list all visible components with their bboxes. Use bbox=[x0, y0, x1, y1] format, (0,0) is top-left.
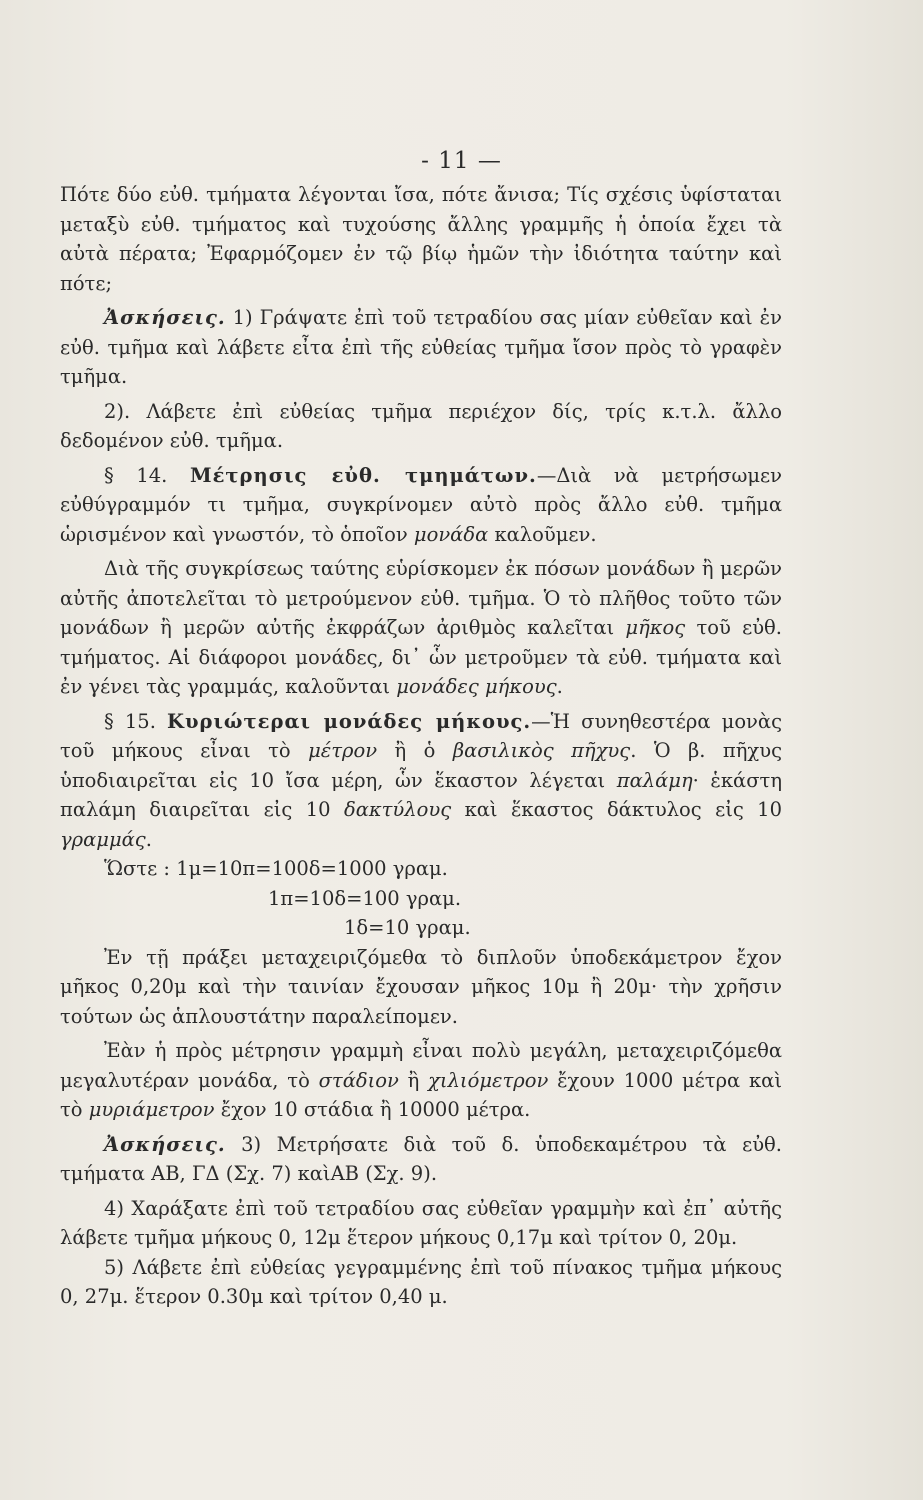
exercise-3-text: 3) Μετρήσατε διὰ τοῦ δ. ὑποδεκαμέτρου τὰ εὐθ. τμήματα ΑΒ, ΓΔ (Σχ. 7) καὶΑΒ (Σχ. 9). bbox=[60, 1132, 782, 1185]
section-14-end: καλοῦμεν. bbox=[488, 522, 597, 546]
term-daktylous: δακτύλους bbox=[343, 798, 452, 821]
section-15-text-d: · ἑκάστη παλάμη διαιρεῖται εἰς 10 bbox=[60, 768, 783, 821]
term-grammas: γραμμάς bbox=[60, 827, 146, 851]
term-chiliometron: χιλιόμετρον bbox=[428, 1068, 549, 1092]
section-15-text-e: καὶ ἕκαστος δάκτυλος εἰς 10 bbox=[451, 798, 782, 821]
equation-palm: 1π=10δ=100 γραμ. bbox=[268, 886, 462, 910]
paragraph-large-units bbox=[60, 1036, 782, 1125]
section-15-text-c: . Ὁ β. πῆχυς ὑποδιαιρεῖται εἰς 10 ἴσα μέρη, ὧν ἕκαστον λέγεται bbox=[60, 739, 782, 792]
equation-meter: Ὥστε : 1μ=10π=100δ=1000 γραμ. bbox=[104, 857, 448, 880]
paragraph-practice: Ἐν τῇ πράξει μεταχειριζόμεθα τὸ διπλοῦν ὑποδεκάμετρον ἔχον μῆκος 0,20μ καὶ τὴν ταινίαν ἔχουσαν μῆκος 10μ ἢ 20μ· τὴν χρῆσιν τούτων ὡς ἁπλουστάτην παραλείπομεν. bbox=[60, 945, 782, 1028]
term-stadion: στάδιον bbox=[318, 1068, 399, 1092]
section-15-number: § 15. bbox=[104, 709, 156, 733]
large-units-text-d: ἔχον 10 στάδια ἢ 10000 μέτρα. bbox=[214, 1098, 531, 1121]
equation-finger: 1δ=10 γραμ. bbox=[344, 916, 471, 939]
term-vasilikos-pichys: βασιλικὸς πῆχυς bbox=[452, 739, 631, 762]
term-mikos: μῆκος bbox=[625, 616, 686, 639]
large-units-text-b: ἢ bbox=[398, 1068, 429, 1092]
page-number: - 11 — bbox=[421, 148, 502, 174]
exercise-2: 2). Λάβετε ἐπὶ εὐθείας τμῆμα περιέχον δίς, τρίς κ.τ.λ. ἄλλο δεδομένον εὐθ. τμῆμα. bbox=[60, 399, 782, 452]
term-palami: παλάμη bbox=[616, 768, 693, 792]
section-15 bbox=[60, 707, 782, 855]
exercise-3 bbox=[60, 1130, 782, 1189]
measurement-text-a: Διὰ τῆς συγκρίσεως ταύτης εὑρίσκομεν ἐκ πόσων μονάδων ἢ μερῶν αὐτῆς ἀποτελεῖται τὸ μετρούμενον εὐθ. τμῆμα. Ὁ τὸ πλῆθος τοῦτο τῶν μονάδων ἢ μερῶν αὐτῆς ἐκφράζων ἀριθμὸς καλεῖται bbox=[60, 557, 782, 639]
section-14 bbox=[60, 461, 782, 550]
term-monada: μονάδα bbox=[413, 522, 489, 546]
measurement-text-b: τοῦ εὐθ. τμήματος. Αἱ διάφοροι μονάδες, δι᾽ ὧν μετροῦμεν τὰ εὐθ. τμήματα καὶ ἐν γένει τὰς γραμμάς, καλοῦνται bbox=[60, 616, 782, 698]
term-monades-mikous: μονάδες μήκους bbox=[396, 675, 557, 698]
exercises-label-2: Ἀσκήσεις. bbox=[104, 1132, 226, 1156]
exercise-5: 5) Λάβετε ἐπὶ εὐθείας γεγραμμένης ἐπὶ τοῦ πίνακος τμῆμα μήκους 0, 27μ. ἕτερον 0.30μ καὶ τρίτον 0,40 μ. bbox=[60, 1255, 782, 1308]
section-15-text-f: . bbox=[145, 827, 152, 851]
page-text bbox=[60, 180, 782, 1312]
large-units-text-a: Ἐὰν ἡ πρὸς μέτρησιν γραμμὴ εἶναι πολὺ μεγάλη, μεταχειριζόμεθα μεγαλυτέραν μονάδα, τὸ bbox=[60, 1039, 782, 1092]
paragraph-questions: Πότε δύο εὐθ. τμήματα λέγονται ἴσα, πότε ἄνισα; Τίς σχέσις ὑφίσταται μεταξὺ εὐθ. τμήματος καὶ τυχούσης ἄλλης γραμμῆς ἡ ὁποία ἔχει τὰ αὐτὰ πέρατα; Ἐφαρμόζομεν ἐν τῷ βίῳ ἡμῶν τὴν ἰδιότητα ταύτην καὶ πότε; bbox=[60, 183, 782, 295]
exercise-1 bbox=[60, 303, 782, 392]
section-15-title: Κυριώτεραι μονάδες μήκους. bbox=[167, 709, 532, 733]
exercises-label: Ἀσκήσεις. bbox=[104, 306, 226, 329]
large-units-text-c: ἔχουν 1000 μέτρα καὶ τὸ bbox=[60, 1068, 782, 1121]
paragraph-measurement bbox=[60, 554, 782, 702]
section-14-number: § 14. bbox=[104, 463, 168, 487]
section-15-text-a: —Ἡ συνηθεστέρα μονὰς τοῦ μήκους εἶναι τὸ bbox=[60, 709, 783, 762]
term-metron: μέτρον bbox=[308, 739, 378, 762]
term-myriametron: μυριάμετρον bbox=[88, 1098, 215, 1121]
exercise-1-text: 1) Γράψατε ἐπὶ τοῦ τετραδίου σας μίαν εὐθεῖαν καὶ ἐν εὐθ. τμῆμα καὶ λάβετε εἶτα ἐπὶ τῆς εὐθείας τμῆμα ἴσον πρὸς τὸ γραφὲν τμῆμα. bbox=[60, 306, 782, 388]
measurement-text-c: . bbox=[556, 675, 563, 698]
exercise-4: 4) Χαράξατε ἐπὶ τοῦ τετραδίου σας εὐθεῖαν γραμμὴν καὶ ἐπ᾽ αὐτῆς λάβετε τμῆμα μήκους 0, 12μ ἕτερον μήκους 0,17μ καὶ τρίτον 0, 20μ. bbox=[60, 1196, 782, 1249]
section-14-text: —Διὰ νὰ μετρήσωμεν εὐθύγραμμόν τι τμῆμα, συγκρίνομεν αὐτὸ πρὸς ἄλλο εὐθ. τμῆμα ὡρισμένον καὶ γνωστόν, τὸ ὁποῖον bbox=[60, 463, 782, 546]
section-14-title: Μέτρησις εὐθ. τμημάτων. bbox=[189, 463, 537, 487]
section-15-text-b: ἢ ὁ bbox=[377, 739, 453, 762]
